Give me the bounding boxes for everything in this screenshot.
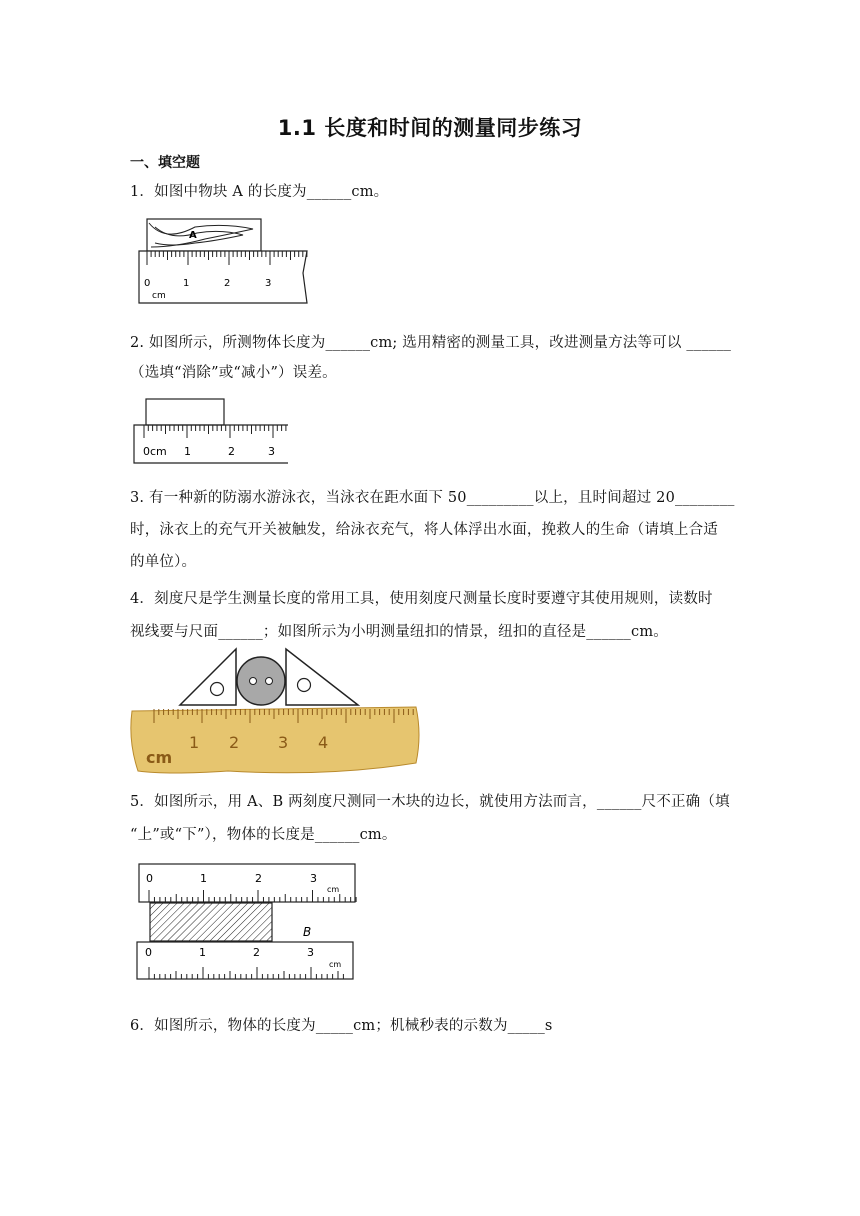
fig1-tick-3: 3: [265, 278, 272, 289]
section-heading: 一、填空题: [130, 155, 200, 171]
figure-5-two-rulers: [135, 860, 360, 985]
question-3-line-3: 的单位）。: [130, 554, 197, 570]
question-3-line-1: 3. 有一种新的防溺水游泳衣，当泳衣在距水面下 50_________以上，且时间超过 20________: [130, 490, 735, 506]
fig5-bottom-tick-1: 1: [199, 946, 206, 959]
fig5-top-ruler: [139, 864, 355, 902]
figure-4-button-ruler: [128, 645, 428, 780]
fig5-top-unit: cm: [327, 885, 340, 894]
fig2-tick-0: 0cm: [143, 445, 167, 458]
fig2-tick-1: 1: [184, 445, 191, 458]
question-3-line-2: 时，泳衣上的充气开关被触发，给泳衣充气，将人体浮出水面，挽救人的生命（请填上合适: [130, 522, 718, 538]
fig4-tick-4: 4: [318, 733, 329, 752]
fig5-top-tick-3: 3: [310, 872, 317, 885]
fig1-tick-0: 0: [144, 278, 151, 289]
fig5-top-tick-2: 2: [255, 872, 262, 885]
question-1: 1．如图中物块 A 的长度为______cm。: [130, 184, 389, 200]
fig5-bottom-ruler: [137, 942, 353, 979]
question-2-line-1: 2. 如图所示，所测物体长度为______cm; 选用精密的测量工具，改进测量方法等可以 ______: [130, 335, 732, 351]
figure-2-ruler: [132, 397, 292, 467]
fig1-unit: cm: [152, 291, 166, 301]
fig4-unit: cm: [146, 748, 173, 767]
page-title: 1.1 长度和时间的测量同步练习: [277, 116, 583, 140]
question-5-line-1: 5．如图所示，用 A、B 两刻度尺测同一木块的边长，就使用方法而言，______尺不正确（填: [130, 794, 730, 810]
question-2-line-2: （选填“消除”或“减小”）误差。: [130, 365, 337, 381]
question-6: 6．如图所示，物体的长度为_____cm；机械秒表的示数为_____s: [130, 1018, 553, 1034]
fig4-tick-2: 2: [229, 733, 240, 752]
question-4-line-1: 4．刻度尺是学生测量长度的常用工具，使用刻度尺测量长度时要遵守其使用规则，读数时: [130, 591, 713, 607]
fig5-top-tick-1: 1: [200, 872, 207, 885]
fig4-tick-1: 1: [189, 733, 200, 752]
fig1-block-label: A: [189, 230, 197, 241]
fig4-tick-3: 3: [278, 733, 289, 752]
fig5-bottom-tick-0: 0: [145, 946, 152, 959]
fig1-tick-2: 2: [224, 278, 231, 289]
fig1-tick-1: 1: [183, 278, 190, 289]
fig2-object: [146, 399, 224, 425]
fig5-bottom-tick-3: 3: [307, 946, 314, 959]
fig5-bottom-tick-2: 2: [253, 946, 260, 959]
question-5-line-2: “上”或“下”），物体的长度是______cm。: [130, 827, 397, 843]
figure-1-ruler: [135, 213, 315, 308]
question-4-line-2: 视线要与尺面______；如图所示为小明测量纽扣的情景，纽扣的直径是______cm。: [130, 624, 668, 640]
fig5-ruler-label: B: [303, 925, 312, 939]
fig5-bottom-unit: cm: [329, 960, 342, 969]
fig2-tick-2: 2: [228, 445, 235, 458]
fig5-top-tick-0: 0: [146, 872, 153, 885]
fig2-tick-3: 3: [268, 445, 275, 458]
